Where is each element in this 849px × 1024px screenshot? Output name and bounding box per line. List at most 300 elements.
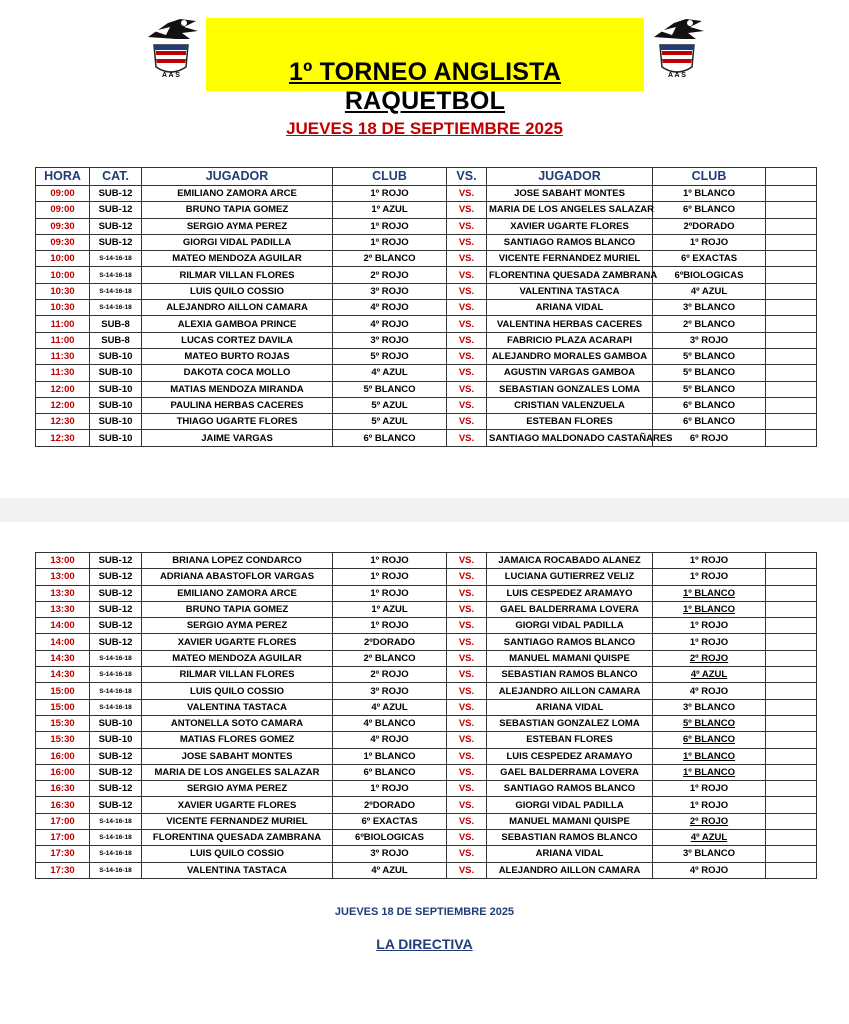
category: S-14-16-18 (90, 846, 142, 862)
club-2: 6º BLANCO (653, 202, 766, 218)
blank-cell (766, 585, 817, 601)
player-1: SERGIO AYMA PEREZ (142, 618, 333, 634)
club-2 (653, 813, 766, 829)
match-time: 12:30 (36, 414, 90, 430)
blank-cell (766, 699, 817, 715)
player-2: SANTIAGO RAMOS BLANCO (487, 234, 653, 250)
club-2 (653, 748, 766, 764)
club-2: 5º BLANCO (653, 381, 766, 397)
club-1: 3º ROJO (333, 283, 447, 299)
blank-cell (766, 381, 817, 397)
blank-cell (766, 748, 817, 764)
blank-cell (766, 218, 817, 234)
club-2: 2º BLANCO (653, 316, 766, 332)
blank-cell (766, 634, 817, 650)
match-time: 11:00 (36, 332, 90, 348)
club-1: 1º ROJO (333, 218, 447, 234)
match-time: 09:00 (36, 186, 90, 202)
club-2 (653, 667, 766, 683)
table-row (36, 650, 817, 666)
player-2: SEBASTIAN GONZALES LOMA (487, 381, 653, 397)
player-1: RILMAR VILLAN FLORES (142, 267, 333, 283)
club-2: 6º BLANCO (653, 397, 766, 413)
vs-label: VS. (447, 202, 487, 218)
player-2: VALENTINA HERBAS CACERES (487, 316, 653, 332)
eagle-logo-icon (140, 15, 202, 81)
blank-cell (766, 764, 817, 780)
table-row (36, 283, 817, 299)
vs-label: VS. (447, 569, 487, 585)
player-1: XAVIER UGARTE FLORES (142, 634, 333, 650)
player-1: JAIME VARGAS (142, 430, 333, 446)
player-2: ALEJANDRO MORALES GAMBOA (487, 348, 653, 364)
vs-label: VS. (447, 601, 487, 617)
club-2: 1º ROJO (653, 618, 766, 634)
table-row (36, 186, 817, 202)
blank-cell (766, 569, 817, 585)
match-time: 09:30 (36, 234, 90, 250)
vs-label: VS. (447, 397, 487, 413)
club-1: 6º BLANCO (333, 430, 447, 446)
club-2 (653, 830, 766, 846)
player-1: LUIS QUILO COSSIO (142, 283, 333, 299)
table-row (36, 813, 817, 829)
player-2: ARIANA VIDAL (487, 699, 653, 715)
player-2: JOSE SABAHT MONTES (487, 186, 653, 202)
blank-cell (766, 316, 817, 332)
table-row (36, 569, 817, 585)
category: SUB-10 (90, 430, 142, 446)
club-2-text: 1º BLANCO (682, 587, 736, 599)
blank-cell (766, 365, 817, 381)
col-header-club: CLUB (333, 168, 447, 186)
player-1: FLORENTINA QUESADA ZAMBRANA (142, 830, 333, 846)
match-time: 16:30 (36, 781, 90, 797)
table-row (36, 267, 817, 283)
vs-label: VS. (447, 300, 487, 316)
club-2 (653, 764, 766, 780)
category: SUB-10 (90, 397, 142, 413)
club-2-text: 1º BLANCO (682, 767, 736, 778)
blank-cell (766, 830, 817, 846)
match-time: 12:30 (36, 430, 90, 446)
club-2: 1º ROJO (653, 797, 766, 813)
player-1: DAKOTA COCA MOLLO (142, 365, 333, 381)
match-time: 16:00 (36, 764, 90, 780)
club-2-text: 2º ROJO (689, 652, 729, 664)
club-1: 3º ROJO (333, 683, 447, 699)
club-1: 2º ROJO (333, 267, 447, 283)
blank-cell (766, 862, 817, 878)
category: SUB-12 (90, 218, 142, 234)
vs-label: VS. (447, 667, 487, 683)
category: S-14-16-18 (90, 251, 142, 267)
club-1: 2ºDORADO (333, 634, 447, 650)
table-row (36, 862, 817, 878)
table-header-row (36, 168, 817, 186)
table-row (36, 553, 817, 569)
col-header-hora: HORA (36, 168, 90, 186)
vs-label: VS. (447, 813, 487, 829)
club-2 (653, 650, 766, 666)
table-row (36, 715, 817, 731)
blank-cell (766, 251, 817, 267)
club-2: 2ºDORADO (653, 218, 766, 234)
vs-label: VS. (447, 332, 487, 348)
category: S-14-16-18 (90, 650, 142, 666)
match-time: 11:30 (36, 365, 90, 381)
club-1: 1º BLANCO (333, 748, 447, 764)
club-2: 3º BLANCO (653, 699, 766, 715)
player-1: ALEXIA GAMBOA PRINCE (142, 316, 333, 332)
vs-label: VS. (447, 218, 487, 234)
table-row (36, 830, 817, 846)
category: SUB-10 (90, 381, 142, 397)
player-1: BRUNO TAPIA GOMEZ (142, 601, 333, 617)
club-2-text: 2º ROJO (689, 815, 729, 827)
club-2: 4º ROJO (653, 862, 766, 878)
table-row (36, 430, 817, 446)
player-2: ALEJANDRO AILLON CAMARA (487, 862, 653, 878)
player-2: SANTIAGO RAMOS BLANCO (487, 781, 653, 797)
match-time: 17:30 (36, 846, 90, 862)
vs-label: VS. (447, 585, 487, 601)
match-time: 10:00 (36, 267, 90, 283)
vs-label: VS. (447, 732, 487, 748)
match-time: 11:30 (36, 348, 90, 364)
blank-cell (766, 683, 817, 699)
club-2 (653, 715, 766, 731)
club-2: 6º BLANCO (653, 414, 766, 430)
player-1: RILMAR VILLAN FLORES (142, 667, 333, 683)
club-1: 1º AZUL (333, 601, 447, 617)
blank-cell (766, 348, 817, 364)
player-2: ESTEBAN FLORES (487, 732, 653, 748)
match-time: 13:30 (36, 585, 90, 601)
player-2: SANTIAGO RAMOS BLANCO (487, 634, 653, 650)
player-2: MANUEL MAMANI QUISPE (487, 813, 653, 829)
club-1: 1º AZUL (333, 202, 447, 218)
club-1: 2º BLANCO (333, 650, 447, 666)
table-row (36, 332, 817, 348)
table-row (36, 218, 817, 234)
match-time: 17:00 (36, 813, 90, 829)
category: SUB-12 (90, 601, 142, 617)
table-row (36, 683, 817, 699)
table-row (36, 397, 817, 413)
club-2-text: 1º BLANCO (682, 604, 736, 616)
club-1: 3º ROJO (333, 846, 447, 862)
player-1: JOSE SABAHT MONTES (142, 748, 333, 764)
player-1: VALENTINA TASTACA (142, 699, 333, 715)
player-1: EMILIANO ZAMORA ARCE (142, 186, 333, 202)
tournament-title: 1º TORNEO ANGLISTA RAQUETBOL (288, 58, 561, 115)
club-2: 6º EXACTAS (653, 251, 766, 267)
table-row (36, 316, 817, 332)
player-2: SANTIAGO MALDONADO CASTAÑARES (487, 430, 653, 446)
club-1: 1º ROJO (333, 569, 447, 585)
vs-label: VS. (447, 781, 487, 797)
club-1: 4º ROJO (333, 300, 447, 316)
blank-cell (766, 813, 817, 829)
player-1: GIORGI VIDAL PADILLA (142, 234, 333, 250)
player-2: GIORGI VIDAL PADILLA (487, 618, 653, 634)
table-row (36, 300, 817, 316)
table-row (36, 732, 817, 748)
match-time: 16:30 (36, 797, 90, 813)
club-1: 5º BLANCO (333, 381, 447, 397)
club-2: 1º ROJO (653, 634, 766, 650)
blank-cell (766, 732, 817, 748)
club-2: 1º ROJO (653, 234, 766, 250)
club-1: 3º ROJO (333, 332, 447, 348)
schedule-page-2 (0, 522, 849, 1024)
blank-cell (766, 414, 817, 430)
player-2: CRISTIAN VALENZUELA (487, 397, 653, 413)
player-2: ESTEBAN FLORES (487, 414, 653, 430)
category: SUB-10 (90, 715, 142, 731)
club-2: 3º BLANCO (653, 300, 766, 316)
club-1: 1º ROJO (333, 553, 447, 569)
vs-label: VS. (447, 618, 487, 634)
category: SUB-10 (90, 414, 142, 430)
table-row (36, 667, 817, 683)
match-time: 13:00 (36, 553, 90, 569)
player-2: FABRICIO PLAZA ACARAPI (487, 332, 653, 348)
player-2: MANUEL MAMANI QUISPE (487, 650, 653, 666)
vs-label: VS. (447, 283, 487, 299)
category: SUB-12 (90, 186, 142, 202)
player-2: AGUSTIN VARGAS GAMBOA (487, 365, 653, 381)
blank-cell (766, 202, 817, 218)
club-1: 4º AZUL (333, 699, 447, 715)
club-1: 5º AZUL (333, 414, 447, 430)
category: SUB-10 (90, 348, 142, 364)
vs-label: VS. (447, 316, 487, 332)
player-1: MATIAS FLORES GOMEZ (142, 732, 333, 748)
player-1: XAVIER UGARTE FLORES (142, 797, 333, 813)
table-row (36, 797, 817, 813)
category: S-14-16-18 (90, 683, 142, 699)
club-2 (653, 585, 766, 601)
category: SUB-8 (90, 316, 142, 332)
category: S-14-16-18 (90, 699, 142, 715)
match-time: 16:00 (36, 748, 90, 764)
schedule-table-afternoon (35, 552, 817, 879)
table-row (36, 348, 817, 364)
col-header-jugador-2: JUGADOR (487, 168, 653, 186)
category: SUB-12 (90, 585, 142, 601)
player-2: GAEL BALDERRAMA LOVERA (487, 601, 653, 617)
table-row (36, 634, 817, 650)
vs-label: VS. (447, 650, 487, 666)
vs-label: VS. (447, 348, 487, 364)
table-row (36, 846, 817, 862)
player-2: LUIS CESPEDEZ ARAMAYO (487, 585, 653, 601)
category: S-14-16-18 (90, 862, 142, 878)
player-1: VICENTE FERNANDEZ MURIEL (142, 813, 333, 829)
player-1: VALENTINA TASTACA (142, 862, 333, 878)
club-2: 1º ROJO (653, 569, 766, 585)
player-2: MARIA DE LOS ANGELES SALAZAR (487, 202, 653, 218)
table-row (36, 202, 817, 218)
schedule-page-1 (0, 0, 849, 498)
blank-cell (766, 267, 817, 283)
blank-cell (766, 601, 817, 617)
club-2 (653, 601, 766, 617)
player-1: EMILIANO ZAMORA ARCE (142, 585, 333, 601)
table-row (36, 251, 817, 267)
club-1: 6ºBIOLOGICAS (333, 830, 447, 846)
table-row (36, 234, 817, 250)
player-1: THIAGO UGARTE FLORES (142, 414, 333, 430)
category: SUB-12 (90, 202, 142, 218)
blank-cell (766, 650, 817, 666)
player-1: LUIS QUILO COSSIO (142, 846, 333, 862)
vs-label: VS. (447, 634, 487, 650)
match-time: 14:30 (36, 650, 90, 666)
player-2: ALEJANDRO AILLON CAMARA (487, 683, 653, 699)
category: SUB-10 (90, 365, 142, 381)
vs-label: VS. (447, 251, 487, 267)
player-2: GAEL BALDERRAMA LOVERA (487, 764, 653, 780)
table-row (36, 585, 817, 601)
match-time: 11:00 (36, 316, 90, 332)
blank-cell (766, 781, 817, 797)
vs-label: VS. (447, 862, 487, 878)
blank-cell (766, 234, 817, 250)
match-time: 15:30 (36, 732, 90, 748)
player-2: SEBASTIAN RAMOS BLANCO (487, 667, 653, 683)
category: SUB-12 (90, 781, 142, 797)
player-1: SERGIO AYMA PEREZ (142, 781, 333, 797)
blank-cell (766, 667, 817, 683)
category: SUB-12 (90, 797, 142, 813)
match-time: 15:30 (36, 715, 90, 731)
category: SUB-12 (90, 618, 142, 634)
match-time: 12:00 (36, 381, 90, 397)
club-1: 1º ROJO (333, 781, 447, 797)
match-time: 13:00 (36, 569, 90, 585)
category: S-14-16-18 (90, 300, 142, 316)
player-2: VALENTINA TASTACA (487, 283, 653, 299)
player-1: PAULINA HERBAS CACERES (142, 397, 333, 413)
player-1: MATEO MENDOZA AGUILAR (142, 251, 333, 267)
club-1: 6º EXACTAS (333, 813, 447, 829)
eagle-logo-icon (646, 15, 708, 81)
match-time: 15:00 (36, 683, 90, 699)
vs-label: VS. (447, 764, 487, 780)
player-2: SEBASTIAN GONZALEZ LOMA (487, 715, 653, 731)
category: SUB-12 (90, 748, 142, 764)
club-2: 5º BLANCO (653, 348, 766, 364)
category: S-14-16-18 (90, 813, 142, 829)
player-1: ALEJANDRO AILLON CAMARA (142, 300, 333, 316)
category: S-14-16-18 (90, 267, 142, 283)
match-time: 09:00 (36, 202, 90, 218)
blank-cell (766, 797, 817, 813)
table-row (36, 699, 817, 715)
blank-cell (766, 300, 817, 316)
club-2: 6ºBIOLOGICAS (653, 267, 766, 283)
blank-cell (766, 430, 817, 446)
date-heading: JUEVES 18 DE SEPTIEMBRE 2025 (286, 119, 563, 138)
club-1: 2º ROJO (333, 667, 447, 683)
club-1: 1º ROJO (333, 585, 447, 601)
vs-label: VS. (447, 715, 487, 731)
logo-lettering: A A S (162, 72, 180, 79)
player-2: GIORGI VIDAL PADILLA (487, 797, 653, 813)
club-1: 4º ROJO (333, 732, 447, 748)
blank-cell (766, 397, 817, 413)
player-2: JAMAICA ROCABADO ALANEZ (487, 553, 653, 569)
vs-label: VS. (447, 414, 487, 430)
vs-label: VS. (447, 381, 487, 397)
club-2: 4º ROJO (653, 683, 766, 699)
player-2: FLORENTINA QUESADA ZAMBRANA (487, 267, 653, 283)
category: SUB-12 (90, 569, 142, 585)
table-row (36, 365, 817, 381)
match-time: 14:00 (36, 618, 90, 634)
match-time: 17:00 (36, 830, 90, 846)
table-row (36, 748, 817, 764)
category: SUB-10 (90, 732, 142, 748)
table-row (36, 381, 817, 397)
match-time: 17:30 (36, 862, 90, 878)
player-1: ADRIANA ABASTOFLOR VARGAS (142, 569, 333, 585)
club-2-text: 5º BLANCO (682, 718, 736, 730)
match-time: 10:00 (36, 251, 90, 267)
club-2: 1º ROJO (653, 781, 766, 797)
club-1: 2º BLANCO (333, 251, 447, 267)
player-2: XAVIER UGARTE FLORES (487, 218, 653, 234)
club-2-text: 1º BLANCO (682, 750, 736, 762)
match-time: 13:30 (36, 601, 90, 617)
vs-label: VS. (447, 683, 487, 699)
club-2-text: 4º AZUL (690, 832, 728, 844)
vs-label: VS. (447, 186, 487, 202)
logo-lettering: A A S (668, 72, 686, 79)
table-row (36, 618, 817, 634)
player-2: LUIS CESPEDEZ ARAMAYO (487, 748, 653, 764)
player-1: MATEO MENDOZA AGUILAR (142, 650, 333, 666)
blank-cell (766, 715, 817, 731)
col-header-vs: VS. (447, 168, 487, 186)
footer-signature: LA DIRECTIVA (376, 936, 473, 952)
col-header-blank (766, 168, 817, 186)
club-1: 1º ROJO (333, 234, 447, 250)
blank-cell (766, 283, 817, 299)
club-1: 1º ROJO (333, 618, 447, 634)
blank-cell (766, 846, 817, 862)
club-1: 4º BLANCO (333, 715, 447, 731)
match-time: 14:30 (36, 667, 90, 683)
vs-label: VS. (447, 797, 487, 813)
player-2: VICENTE FERNANDEZ MURIEL (487, 251, 653, 267)
category: S-14-16-18 (90, 667, 142, 683)
col-header-club-2: CLUB (653, 168, 766, 186)
player-1: MARIA DE LOS ANGELES SALAZAR (142, 764, 333, 780)
col-header-jugador: JUGADOR (142, 168, 333, 186)
match-time: 12:00 (36, 397, 90, 413)
club-1: 5º ROJO (333, 348, 447, 364)
vs-label: VS. (447, 830, 487, 846)
category: SUB-12 (90, 553, 142, 569)
club-2: 3º BLANCO (653, 846, 766, 862)
match-time: 10:30 (36, 300, 90, 316)
player-2: ARIANA VIDAL (487, 846, 653, 862)
col-header-cat: CAT. (90, 168, 142, 186)
